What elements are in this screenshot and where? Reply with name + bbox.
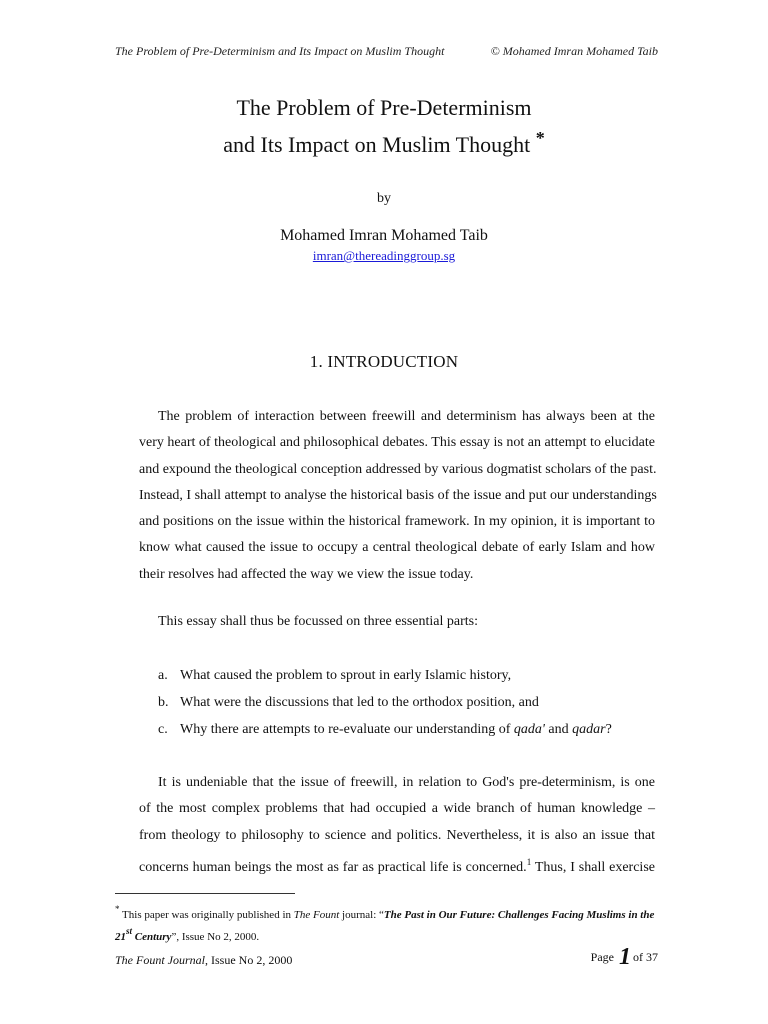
footer-journal-name: The Fount Journal: [115, 953, 205, 967]
current-page: 1: [619, 944, 631, 970]
century-word: Century: [132, 931, 172, 943]
paragraph-line: know what caused the issue to occupy a central theological debate of early Islam and how: [139, 540, 655, 556]
paragraph-line: and positions on the issue within the historical framework. In my opinion, it is important to: [139, 514, 655, 530]
footnote-text: ”, Issue No 2, 2000.: [171, 931, 260, 943]
footnote-divider: [115, 893, 295, 894]
paragraph-line-text: concerns human beings the most as far as practical life is concerned.: [139, 859, 527, 875]
footnote-text: This paper was originally published in: [119, 909, 294, 921]
century-suffix: st: [126, 926, 133, 936]
intro-paragraph-1: [139, 404, 655, 588]
list-item-text: What caused the problem to sprout in early Islamic history,: [180, 668, 512, 683]
running-header-copyright: © Mohamed Imran Mohamed Taib: [490, 44, 658, 58]
paper-title-line-2-text: and Its Impact on Muslim Thought: [223, 132, 531, 157]
list-item: [158, 722, 612, 738]
footnote-text: journal: “: [339, 909, 384, 921]
page-label: Page: [590, 950, 614, 964]
footer-journal: [115, 953, 292, 968]
paragraph-line: and expound the theological conception addressed by various dogmatist scholars of the past.: [139, 461, 657, 477]
footer-issue: , Issue No 2, 2000: [205, 953, 293, 967]
byline-by: by: [377, 191, 391, 206]
century-number: 21: [115, 931, 126, 943]
list-item: [158, 695, 539, 711]
list-item-text: Why there are attempts to re-evaluate our understanding of: [180, 722, 514, 737]
paper-title-line-1: The Problem of Pre-Determinism: [236, 95, 532, 120]
list-item: [158, 668, 511, 684]
section-heading: 1. INTRODUCTION: [309, 352, 459, 371]
list-marker: b.: [158, 695, 169, 710]
term-qada: qada': [513, 722, 545, 737]
paragraph-line: very heart of theological and philosophical debates. This essay is not an attempt to elucidate: [139, 435, 655, 451]
intro-paragraph-2: This essay shall thus be focussed on three essential parts:: [158, 614, 478, 629]
page-total: of 37: [633, 950, 658, 964]
list-marker: c.: [158, 722, 168, 737]
paragraph-line: [139, 849, 655, 875]
author-name: Mohamed Imran Mohamed Taib: [280, 227, 488, 244]
list-item-text: ?: [605, 722, 612, 737]
term-qadar: qadar: [572, 722, 606, 737]
paragraph-line: from theology to philosophy to science and politics. Nevertheless, it is also an issue that: [139, 827, 655, 843]
paragraph-line: The problem of interaction between freewill and determinism has always been at the: [158, 409, 655, 424]
footnote-reference[interactable]: 1: [526, 856, 532, 867]
paragraph-line: It is undeniable that the issue of freewill, in relation to God's pre-determinism, is one: [158, 775, 655, 790]
journal-name: The Fount: [293, 909, 340, 921]
paragraph-line: Instead, I shall attempt to analyse the historical basis of the issue and put our understandings: [139, 487, 657, 503]
footnote: [115, 901, 655, 945]
running-header-title: The Problem of Pre-Determinism and Its Impact on Muslim Thought: [115, 44, 445, 58]
page-number: [591, 944, 658, 971]
footnote-line: [115, 901, 655, 923]
paragraph-line: of the most complex problems that had occupied a wide branch of human knowledge –: [139, 801, 655, 817]
footnote-marker: *: [115, 904, 120, 914]
title-footnote-marker[interactable]: *: [535, 128, 545, 148]
list-marker: a.: [158, 668, 168, 683]
list-item-text: What were the discussions that led to the orthodox position, and: [180, 695, 539, 710]
paragraph-line-text: Thus, I shall exercise: [531, 859, 655, 875]
author-email-link[interactable]: imran@thereadinggroup.sg: [312, 248, 456, 263]
paper-title-line-2: [0, 128, 768, 158]
footnote-line: [115, 923, 655, 945]
intro-paragraph-3: [139, 770, 655, 875]
list-item-text: and: [544, 722, 573, 737]
issue-title: The Past in Our Future: Challenges Facing Muslims in the: [383, 909, 655, 921]
paragraph-line: their resolves had affected the way we view the issue today.: [139, 566, 474, 582]
